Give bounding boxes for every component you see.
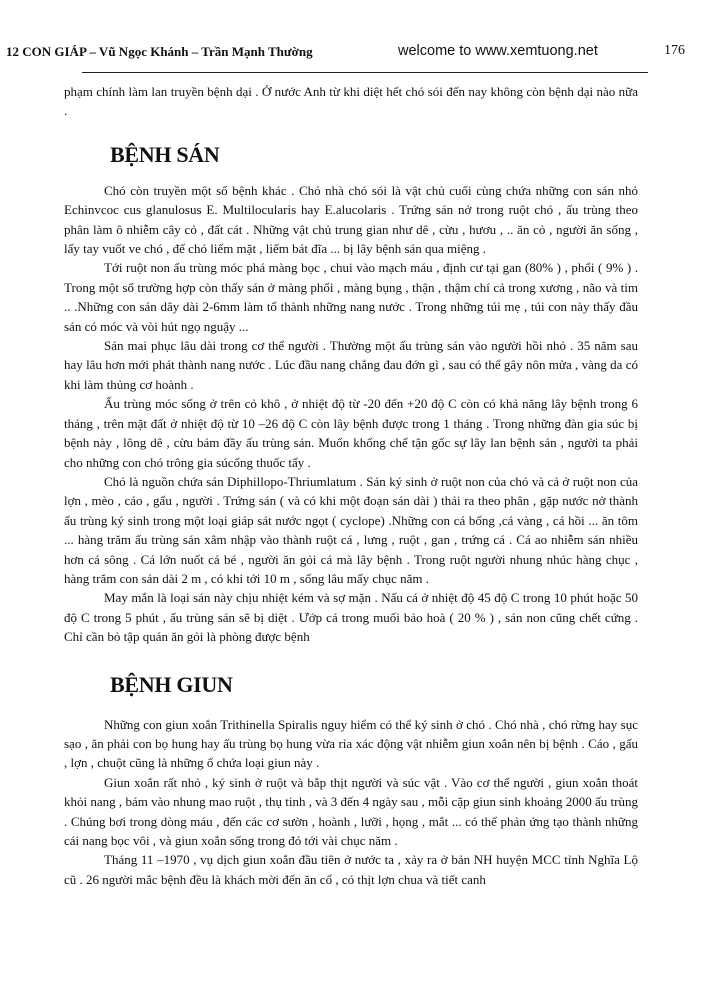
section-heading-benh-san: BỆNH SÁN [110, 141, 220, 167]
book-title: 12 CON GIÁP – Vũ Ngọc Khánh – Trần Mạnh Thường [6, 44, 313, 59]
intro-paragraph: phạm chính làm lan truyền bệnh dại . Ở nước Anh từ khi diệt hết chó sói đến nay không còn bệnh dại nào nữa . [64, 84, 638, 119]
paragraph: Sán mai phục lâu dài trong cơ thể người . Thường một ấu trùng sán vào người hồi nhỏ . 35 năm sau hay lâu hơn mới phát thành nang nước . Lúc đầu nang chẳng đau đớn gì , sau có thể gây nôn mửa , vàng da có khi làm thủng cơ hoành . [64, 338, 638, 392]
header-divider [82, 72, 648, 73]
page-number: 176 [664, 43, 685, 58]
paragraph: Giun xoắn rất nhỏ , ký sinh ở ruột và bắp thịt người và súc vật . Vào cơ thể người , giun xoắn thoát khỏi nang , bám vào nhung mao ruột , thụ tinh , và 3 đến 4 ngày sau , mỗi cặp giun sinh khoảng 2000 ấu trùng . Chúng bơi trong dòng máu , đến các cơ sườn , hoành , lưỡi , họng , mắt ... có thể phản ứng tạo thành những cái nang bọc vôi , và giun xoắn sống trong đó tới vài chục năm . [64, 774, 638, 848]
page-header [0, 0, 702, 74]
page-content [64, 82, 638, 889]
paragraph: Chó còn truyền một số bệnh khác . Chó nhà chó sói là vật chủ cuối cùng chứa những con sán nhỏ Echinvcoc cus glanulosus E. Multilocularis hay E.alucolaris . Trứng sán nở trong ruột chó , ấu trùng theo phân làm ô nhiễm cây cỏ , đất cát . Những vật chủ trung gian như dê , cừu , hươu , .. ăn cỏ , người ăn sống , lấy tay vuốt ve chó , để chó liếm mặt , liếm bát đĩa ... bị lây bệnh sán qua miệng . [64, 182, 638, 257]
paragraph: Chó là nguồn chứa sán Diphillopo-Thriumlatum . Sán ký sinh ở ruột non của chó và cả ở ruột non của lợn , mèo , cáo , gấu , người . Trứng sán ( và có khi một đoạn sán dài ) thải ra theo phân , gặp nước nở thành ấu trùng ký sinh trong một loại giáp sát nước ngọt ( cyclope) .Những con cá bống ,cá vàng , cá hồi ... ăn tôm ... hàng trăm ấu trùng sán xâm nhập vào thành ruột cá , lưng , ruột , gan , trứng cá . Cá ao nhiễm sán nhiều hơn cá sông . Cá lớn nuốt cá bé , người ăn gỏi cá mà lây bệnh . Trong ruột người nhung nhúc hàng chục , hàng trăm con sán dài 2 m , có khi tới 10 m , sống lâu mấy chục năm . [64, 473, 638, 586]
website-link[interactable]: welcome to www.xemtuong.net [398, 43, 598, 59]
paragraph: Tới ruột non ấu trùng móc phá màng bọc , chui vào mạch máu , định cư tại gan (80% ) , phổi ( 9% ) . Trong một số trường hợp còn thấy sán ở màng phổi , màng bụng , thận , thậm chí cả trong xương , não và tim .. .Những con sán dây dài 2-6mm làm tổ thành những nang nước . Trong những túi mẹ , túi con này thấy đầu sán có móc và vòi hút ngọ nguậy ... [64, 260, 638, 334]
section-heading-benh-giun: BỆNH GIUN [110, 671, 233, 697]
paragraph: Ấu trùng móc sống ở trên cỏ khô , ở nhiệt độ từ -20 đến +20 độ C còn có khả năng lây bệnh trong 6 tháng , trên mặt đất ở nhiệt độ từ 10 –26 độ C còn lây bệnh được trong 1 tháng . Trong những đàn gia súc bị bệnh này , lông dê , cừu bám đầy ấu trùng sán. Muốn khống chế tận gốc sự lây lan bệnh sán , người ta phải cho những con chó trông gia súcống thuốc tẩy . [64, 396, 638, 470]
paragraph: Những con giun xoắn Trithinella Spiralis nguy hiểm có thể ký sinh ở chó . Chó nhà , chó rừng hay sục sạo , ăn phải con bọ hung hay ấu trùng bọ hung vừa rỉa xác động vật nhiễm giun xoắn nên bị bệnh . Cáo , gấu , lợn , chuột cũng là những ổ chứa loại giun này . [64, 716, 638, 771]
paragraph: May mắn là loại sán này chịu nhiệt kém và sợ mặn . Nấu cá ở nhiệt độ 45 độ C trong 10 phút hoặc 50 độ C trong 5 phút , ấu trùng sán sẽ bị diệt . Ướp cá trong muối bảo hoà ( 20 % ) , sán non cũng chết cứng . Chỉ cần bỏ tập quán ăn gỏi là phòng được bệnh [64, 590, 638, 645]
paragraph: Tháng 11 –1970 , vụ dịch giun xoắn đầu tiên ở nước ta , xảy ra ở bản NH huyện MCC tỉnh Nghĩa Lộ cũ . 26 người mắc bệnh đều là khách mời đến ăn cổ , có thịt lợn chua và tiết canh [64, 852, 638, 887]
